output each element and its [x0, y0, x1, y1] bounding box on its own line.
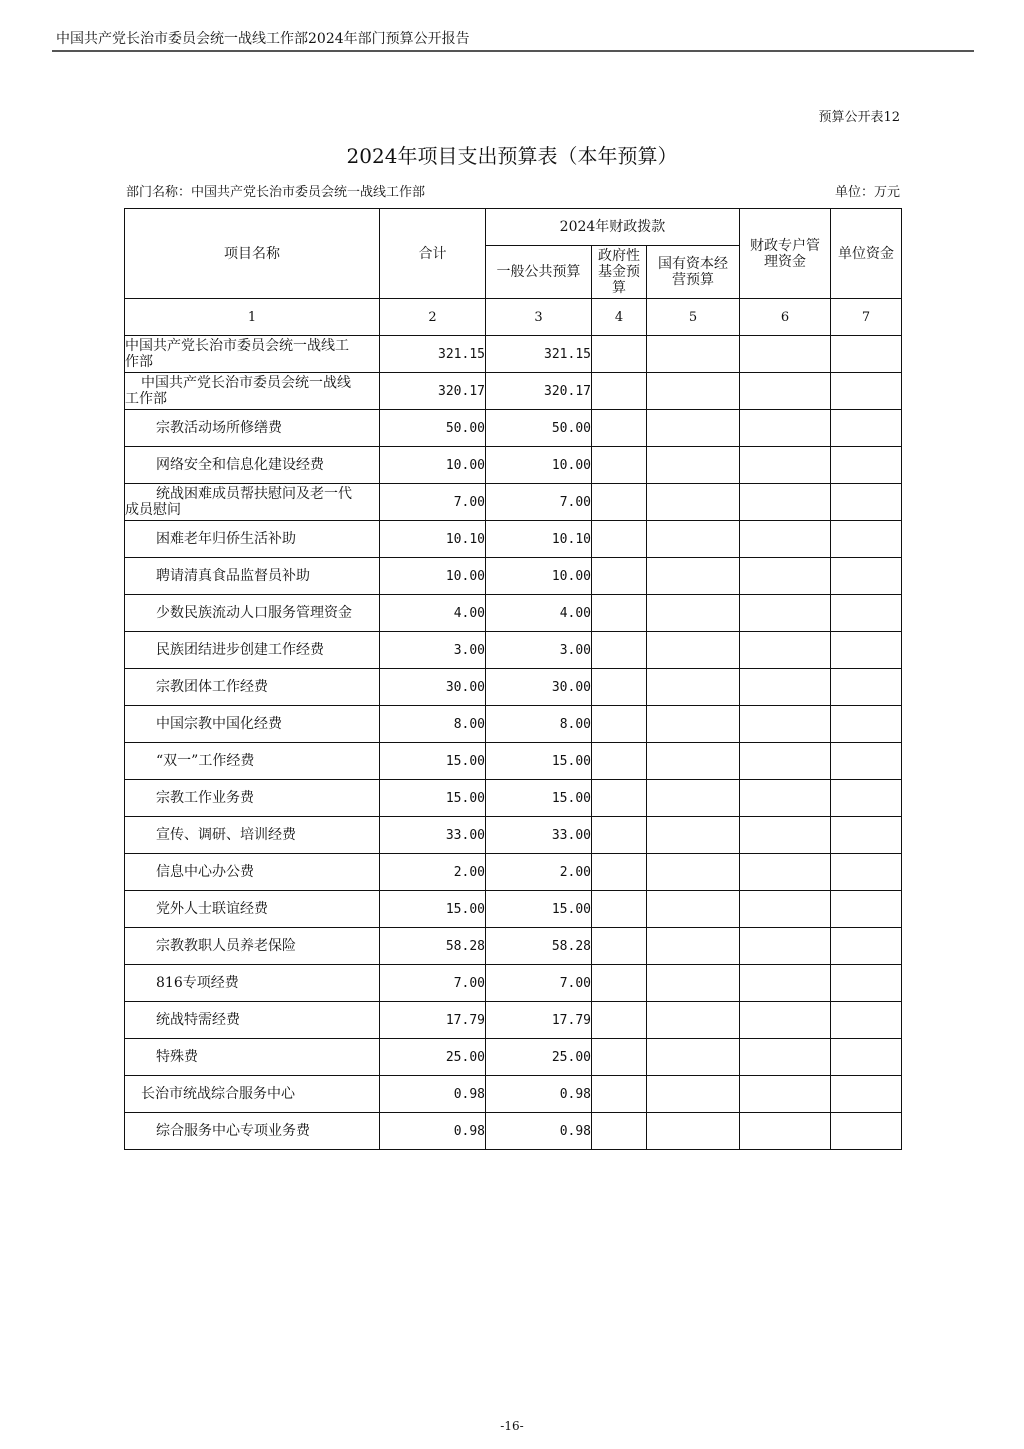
total-cell: 0.98	[380, 1113, 486, 1150]
total-cell: 15.00	[380, 891, 486, 928]
gov-fund-cell	[592, 447, 647, 484]
header-gov-fund	[592, 246, 647, 299]
gov-fund-cell	[592, 336, 647, 373]
total-cell: 25.00	[380, 1039, 486, 1076]
state-capital-cell	[647, 743, 740, 780]
project-name-cell	[125, 558, 380, 595]
header-fiscal-group: 2024年财政拨款	[486, 209, 740, 246]
total-cell: 15.00	[380, 743, 486, 780]
gov-fund-cell	[592, 521, 647, 558]
project-name-cell	[125, 595, 380, 632]
gov-fund-cell	[592, 965, 647, 1002]
special-account-cell	[740, 336, 831, 373]
special-account-cell	[740, 521, 831, 558]
total-cell: 0.98	[380, 1076, 486, 1113]
special-account-cell	[740, 558, 831, 595]
unit-funds-cell	[831, 558, 902, 595]
general-budget-cell: 17.79	[486, 1002, 592, 1039]
table-row	[125, 965, 902, 1002]
table-row	[125, 632, 902, 669]
gov-fund-cell	[592, 1076, 647, 1113]
project-name-cell	[125, 1039, 380, 1076]
unit-funds-cell	[831, 928, 902, 965]
document-title: 2024年项目支出预算表（本年预算）	[346, 144, 678, 168]
total-cell: 10.00	[380, 558, 486, 595]
project-name-cell	[125, 410, 380, 447]
table-row	[125, 521, 902, 558]
project-name: 网络安全和信息化建设经费	[156, 457, 324, 473]
state-capital-cell	[647, 373, 740, 410]
gov-fund-cell	[592, 410, 647, 447]
state-capital-cell	[647, 965, 740, 1002]
special-account-cell	[740, 928, 831, 965]
table-row	[125, 410, 902, 447]
special-account-cell	[740, 447, 831, 484]
unit-funds-cell	[831, 669, 902, 706]
state-capital-cell	[647, 669, 740, 706]
special-account-cell	[740, 780, 831, 817]
unit-funds-cell	[831, 595, 902, 632]
state-capital-cell	[647, 780, 740, 817]
state-capital-cell	[647, 1113, 740, 1150]
project-name-continued: 作部	[125, 354, 153, 370]
total-cell: 10.10	[380, 521, 486, 558]
running-header: 中国共产党长治市委员会统一战线工作部2024年部门预算公开报告	[56, 31, 470, 47]
header-unit-funds: 单位资金	[831, 209, 902, 299]
table-number: 预算公开表12	[818, 110, 900, 125]
project-name: 统战困难成员帮扶慰问及老一代	[156, 486, 352, 502]
gov-fund-cell	[592, 595, 647, 632]
general-budget-cell: 3.00	[486, 632, 592, 669]
general-budget-cell: 33.00	[486, 817, 592, 854]
project-name-cell	[125, 928, 380, 965]
general-budget-cell: 2.00	[486, 854, 592, 891]
total-cell: 7.00	[380, 484, 486, 521]
table-row	[125, 743, 902, 780]
project-name: 综合服务中心专项业务费	[156, 1123, 310, 1139]
department-name: 部门名称：中国共产党长治市委员会统一战线工作部	[126, 185, 426, 200]
gov-fund-cell	[592, 928, 647, 965]
general-budget-cell: 7.00	[486, 484, 592, 521]
unit-funds-cell	[831, 447, 902, 484]
special-account-cell	[740, 1113, 831, 1150]
general-budget-cell: 10.00	[486, 558, 592, 595]
gov-fund-cell	[592, 373, 647, 410]
state-capital-cell	[647, 891, 740, 928]
table-row	[125, 817, 902, 854]
gov-fund-cell	[592, 780, 647, 817]
special-account-cell	[740, 965, 831, 1002]
unit-funds-cell	[831, 854, 902, 891]
index-cell: 1	[125, 299, 380, 336]
state-capital-cell	[647, 854, 740, 891]
special-account-cell	[740, 669, 831, 706]
unit-funds-cell	[831, 1002, 902, 1039]
project-name-cell	[125, 854, 380, 891]
project-name: 信息中心办公费	[156, 864, 254, 880]
index-cell: 6	[740, 299, 831, 336]
general-budget-cell: 7.00	[486, 965, 592, 1002]
index-cell: 5	[647, 299, 740, 336]
project-name-cell	[125, 484, 380, 521]
header-general-budget: 一般公共预算	[486, 246, 592, 299]
total-cell: 7.00	[380, 965, 486, 1002]
state-capital-cell	[647, 447, 740, 484]
total-cell: 17.79	[380, 1002, 486, 1039]
project-name: 党外人士联谊经费	[156, 901, 268, 917]
table-row	[125, 1039, 902, 1076]
header-state-capital-label: 国有资本经营预算	[658, 256, 728, 288]
general-budget-cell: 15.00	[486, 891, 592, 928]
gov-fund-cell	[592, 743, 647, 780]
state-capital-cell	[647, 1076, 740, 1113]
index-cell: 2	[380, 299, 486, 336]
project-name: 统战特需经费	[156, 1012, 240, 1028]
gov-fund-cell	[592, 706, 647, 743]
table-row	[125, 891, 902, 928]
unit-funds-cell	[831, 706, 902, 743]
gov-fund-cell	[592, 1002, 647, 1039]
state-capital-cell	[647, 558, 740, 595]
project-name: 长治市统战综合服务中心	[141, 1086, 295, 1102]
project-name: 宣传、调研、培训经费	[156, 827, 296, 843]
total-cell: 33.00	[380, 817, 486, 854]
special-account-cell	[740, 706, 831, 743]
general-budget-cell: 10.00	[486, 447, 592, 484]
gov-fund-cell	[592, 669, 647, 706]
special-account-cell	[740, 595, 831, 632]
project-name: 特殊费	[156, 1049, 198, 1065]
project-name: 816专项经费	[156, 975, 239, 991]
unit-funds-cell	[831, 632, 902, 669]
table-row	[125, 928, 902, 965]
project-name-cell	[125, 817, 380, 854]
project-name: 宗教活动场所修缮费	[156, 420, 282, 436]
general-budget-cell: 4.00	[486, 595, 592, 632]
special-account-cell	[740, 1002, 831, 1039]
state-capital-cell	[647, 595, 740, 632]
table-row	[125, 706, 902, 743]
project-name-cell	[125, 743, 380, 780]
project-name: 中国共产党长治市委员会统一战线工	[125, 338, 349, 354]
unit-funds-cell	[831, 521, 902, 558]
unit-funds-cell	[831, 336, 902, 373]
table-row	[125, 447, 902, 484]
total-cell: 50.00	[380, 410, 486, 447]
gov-fund-cell	[592, 1039, 647, 1076]
gov-fund-cell	[592, 558, 647, 595]
special-account-cell	[740, 410, 831, 447]
project-name-cell	[125, 1002, 380, 1039]
header-special-account-label: 财政专户管理资金	[750, 237, 820, 270]
unit-funds-cell	[831, 1113, 902, 1150]
special-account-cell	[740, 484, 831, 521]
gov-fund-cell	[592, 632, 647, 669]
total-cell: 320.17	[380, 373, 486, 410]
table-row	[125, 373, 902, 410]
index-cell: 7	[831, 299, 902, 336]
project-name: 中国共产党长治市委员会统一战线	[141, 375, 351, 391]
project-name-cell	[125, 891, 380, 928]
general-budget-cell: 321.15	[486, 336, 592, 373]
special-account-cell	[740, 817, 831, 854]
project-name-cell	[125, 1113, 380, 1150]
header-total: 合计	[380, 209, 486, 299]
project-name: 宗教团体工作经费	[156, 679, 268, 695]
general-budget-cell: 25.00	[486, 1039, 592, 1076]
special-account-cell	[740, 1039, 831, 1076]
total-cell: 4.00	[380, 595, 486, 632]
total-cell: 321.15	[380, 336, 486, 373]
total-cell: 2.00	[380, 854, 486, 891]
project-name: 中国宗教中国化经费	[156, 716, 282, 732]
state-capital-cell	[647, 484, 740, 521]
project-name-cell	[125, 521, 380, 558]
gov-fund-cell	[592, 484, 647, 521]
general-budget-cell: 8.00	[486, 706, 592, 743]
project-name: 聘请清真食品监督员补助	[156, 568, 310, 584]
state-capital-cell	[647, 706, 740, 743]
total-cell: 30.00	[380, 669, 486, 706]
project-name-cell	[125, 780, 380, 817]
header-gov-fund-label: 政府性基金预算	[598, 248, 640, 296]
project-name-cell	[125, 706, 380, 743]
unit-funds-cell	[831, 410, 902, 447]
project-name-cell	[125, 373, 380, 410]
header-state-capital	[647, 246, 740, 299]
state-capital-cell	[647, 1002, 740, 1039]
special-account-cell	[740, 743, 831, 780]
general-budget-cell: 30.00	[486, 669, 592, 706]
budget-table	[124, 208, 902, 1150]
project-name-cell	[125, 1076, 380, 1113]
table-row	[125, 336, 902, 373]
page-number: -16-	[500, 1419, 524, 1433]
special-account-cell	[740, 1076, 831, 1113]
unit-funds-cell	[831, 373, 902, 410]
special-account-cell	[740, 891, 831, 928]
general-budget-cell: 0.98	[486, 1113, 592, 1150]
unit-funds-cell	[831, 1039, 902, 1076]
header-rule	[52, 50, 974, 52]
unit-funds-cell	[831, 743, 902, 780]
project-name: “双一”工作经费	[156, 753, 255, 769]
general-budget-cell: 10.10	[486, 521, 592, 558]
state-capital-cell	[647, 928, 740, 965]
special-account-cell	[740, 632, 831, 669]
state-capital-cell	[647, 817, 740, 854]
total-cell: 10.00	[380, 447, 486, 484]
general-budget-cell: 320.17	[486, 373, 592, 410]
gov-fund-cell	[592, 854, 647, 891]
project-name: 困难老年归侨生活补助	[156, 531, 296, 547]
table-row	[125, 1113, 902, 1150]
table-row	[125, 595, 902, 632]
general-budget-cell: 50.00	[486, 410, 592, 447]
gov-fund-cell	[592, 891, 647, 928]
state-capital-cell	[647, 1039, 740, 1076]
table-row	[125, 1002, 902, 1039]
project-name: 少数民族流动人口服务管理资金	[156, 605, 352, 621]
project-name-cell	[125, 447, 380, 484]
general-budget-cell: 15.00	[486, 743, 592, 780]
unit-funds-cell	[831, 484, 902, 521]
project-name: 民族团结进步创建工作经费	[156, 642, 324, 658]
gov-fund-cell	[592, 817, 647, 854]
total-cell: 8.00	[380, 706, 486, 743]
column-index-row	[125, 299, 902, 336]
total-cell: 58.28	[380, 928, 486, 965]
table-row	[125, 669, 902, 706]
index-cell: 3	[486, 299, 592, 336]
state-capital-cell	[647, 632, 740, 669]
general-budget-cell: 15.00	[486, 780, 592, 817]
project-name-continued: 工作部	[125, 391, 167, 407]
unit-label: 单位：万元	[834, 185, 900, 200]
special-account-cell	[740, 373, 831, 410]
project-name: 宗教教职人员养老保险	[156, 938, 296, 954]
index-cell: 4	[592, 299, 647, 336]
project-name-cell	[125, 632, 380, 669]
project-name-cell	[125, 336, 380, 373]
state-capital-cell	[647, 336, 740, 373]
unit-funds-cell	[831, 780, 902, 817]
table-row	[125, 558, 902, 595]
total-cell: 3.00	[380, 632, 486, 669]
header-project-name: 项目名称	[125, 209, 380, 299]
table-row	[125, 484, 902, 521]
unit-funds-cell	[831, 965, 902, 1002]
project-name-cell	[125, 965, 380, 1002]
state-capital-cell	[647, 410, 740, 447]
table-row	[125, 854, 902, 891]
unit-funds-cell	[831, 1076, 902, 1113]
header-special-account	[740, 209, 831, 299]
project-name: 宗教工作业务费	[156, 790, 254, 806]
special-account-cell	[740, 854, 831, 891]
project-name-continued: 成员慰问	[125, 502, 181, 518]
table-row	[125, 780, 902, 817]
state-capital-cell	[647, 521, 740, 558]
unit-funds-cell	[831, 891, 902, 928]
unit-funds-cell	[831, 817, 902, 854]
project-name-cell	[125, 669, 380, 706]
total-cell: 15.00	[380, 780, 486, 817]
gov-fund-cell	[592, 1113, 647, 1150]
budget-table-body	[125, 299, 902, 1150]
table-row	[125, 1076, 902, 1113]
general-budget-cell: 0.98	[486, 1076, 592, 1113]
general-budget-cell: 58.28	[486, 928, 592, 965]
